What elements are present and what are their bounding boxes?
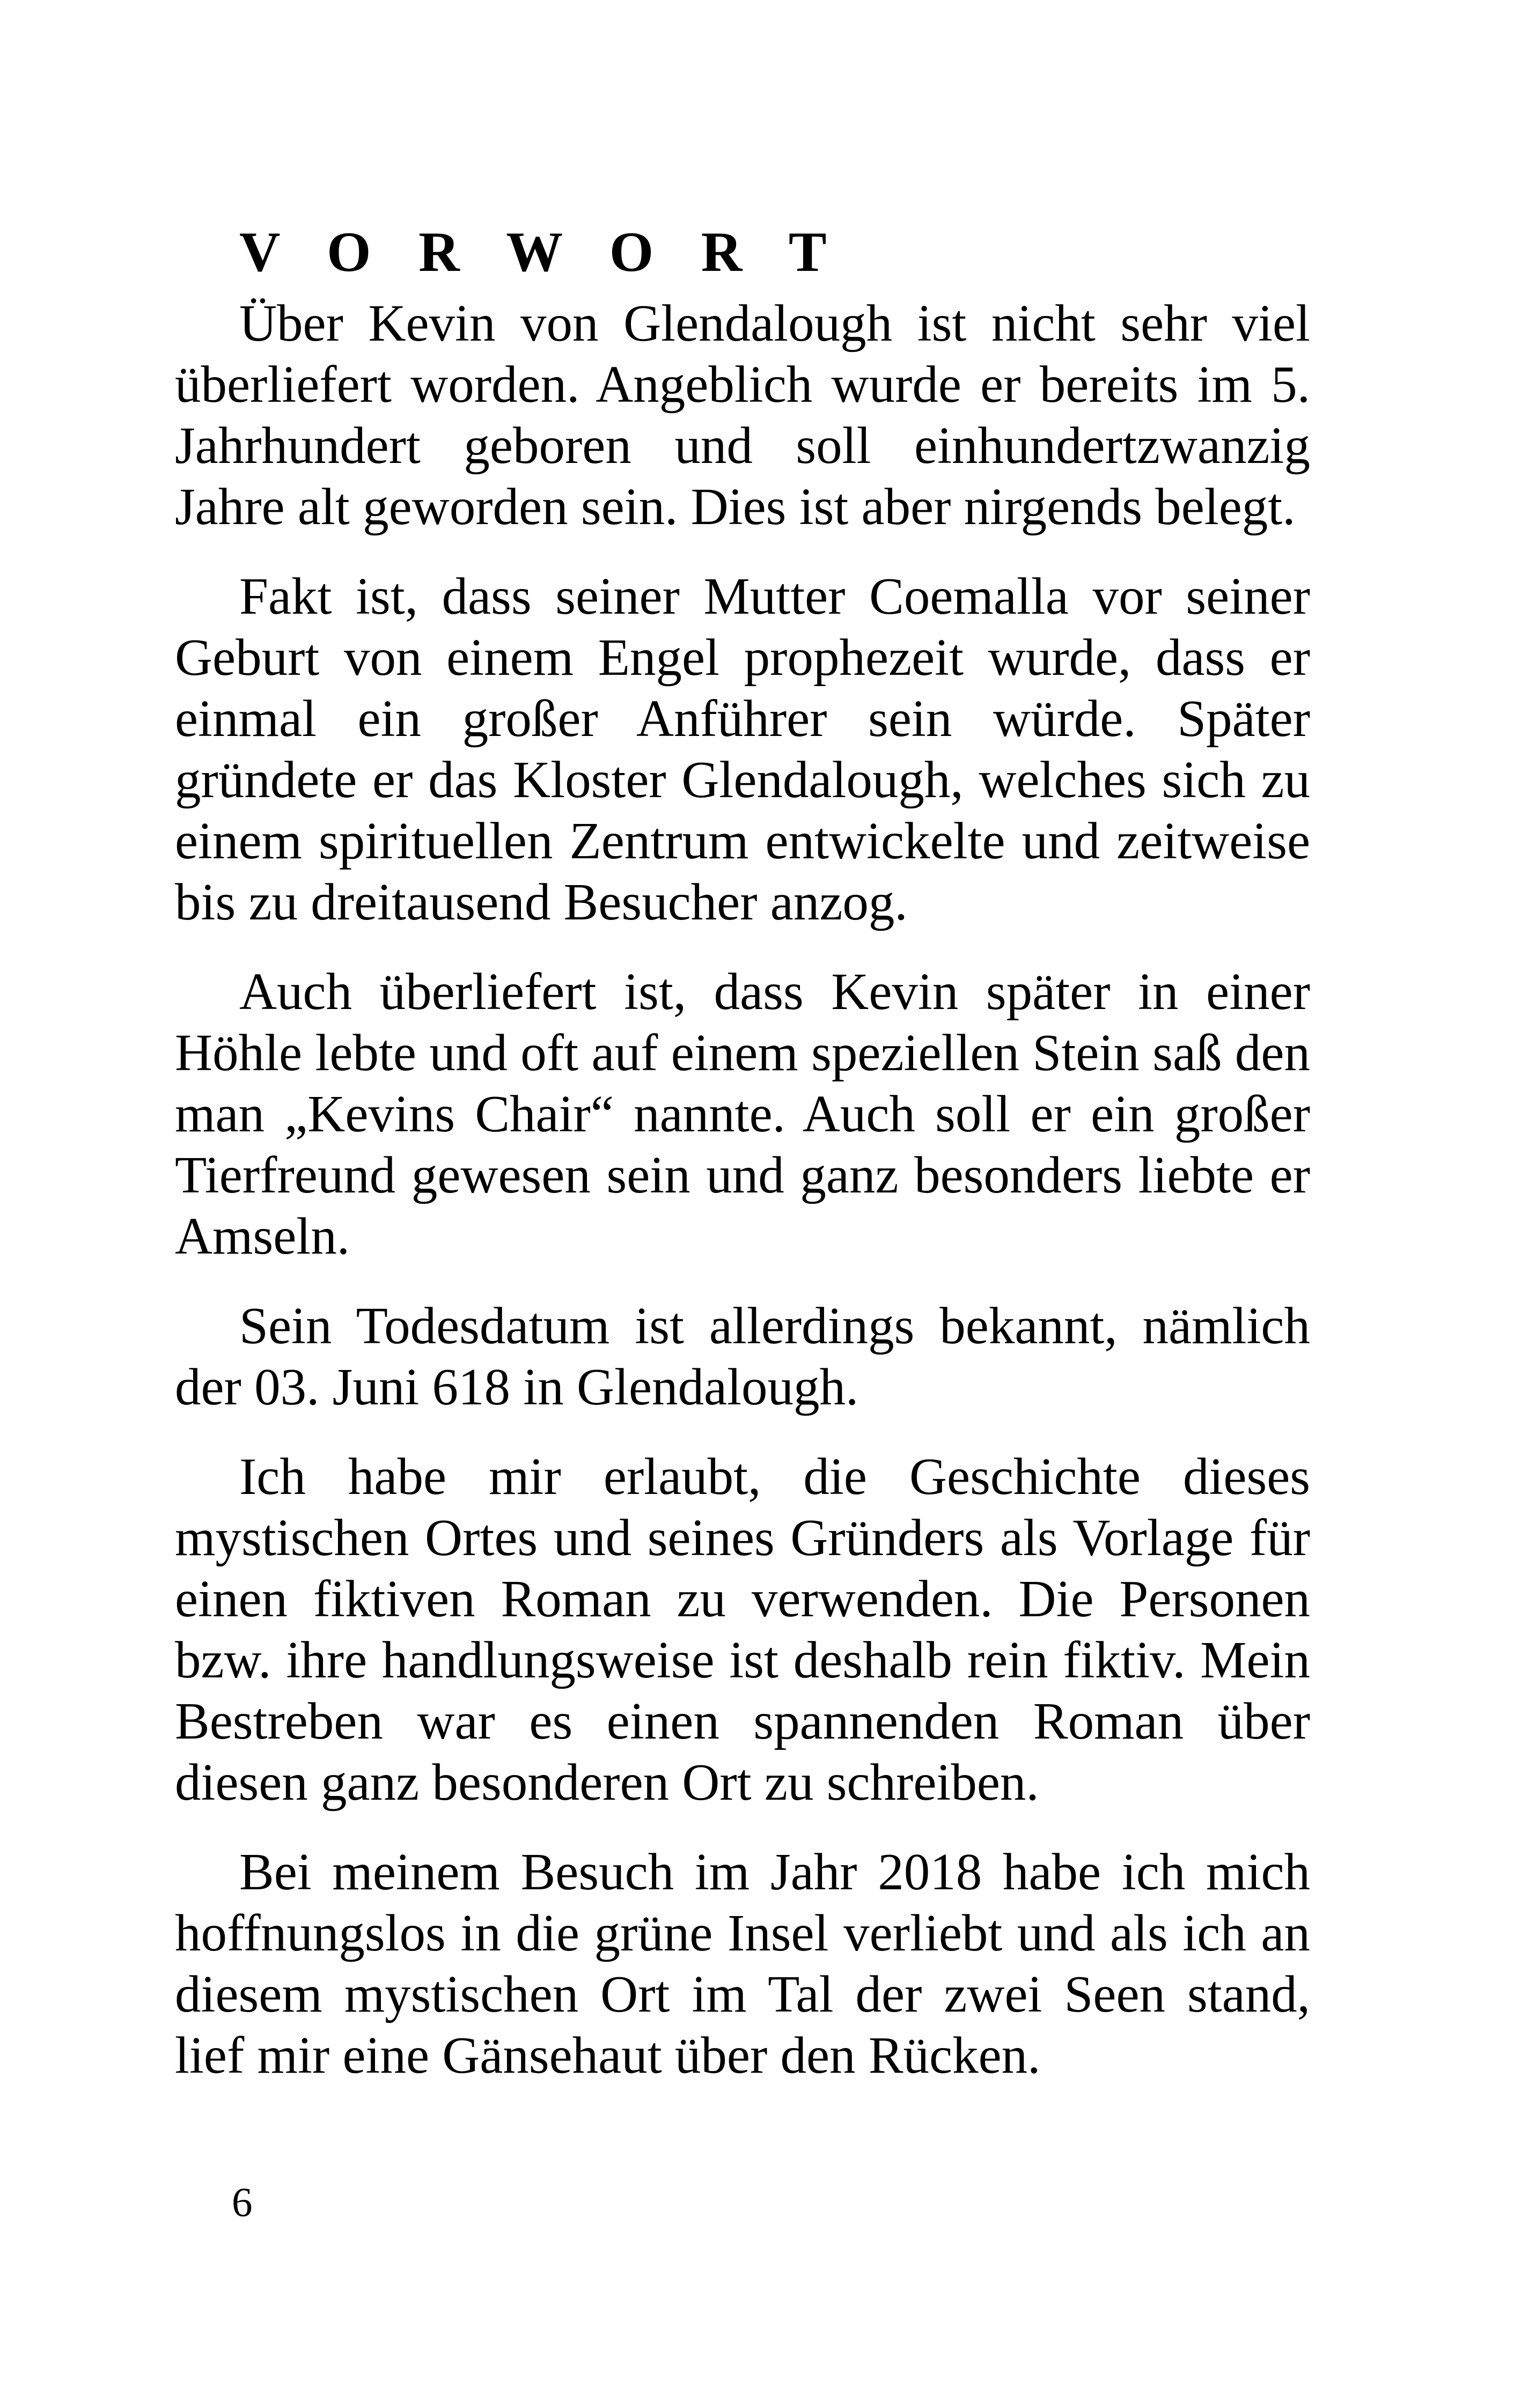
- chapter-heading: V O R W O R T: [239, 220, 843, 283]
- paragraph-4: Sein Todesdatum ist allerdings bekannt, nämlich der 03. Juni 618 in Glendalough.: [175, 1297, 1310, 1416]
- page-content: [175, 215, 1310, 2115]
- paragraph-6: Bei meinem Besuch im Jahr 2018 habe ich mich hoffnungslos in die grüne Insel verliebt und als ich an diesem mystischen Ort im Tal der zwei Seen stand, lief mir eine Gänsehaut über den Rücken.: [175, 1843, 1310, 2084]
- paragraph-3: Auch überliefert ist, dass Kevin später in einer Höhle lebte und oft auf einem speziellen Stein saß den man „Kevins Chair“ nannte. Auch soll er ein großer Tierfreund gewesen sein und ganz besonders liebte er Amseln.: [175, 963, 1310, 1265]
- paragraph-2: Fakt ist, dass seiner Mutter Coemalla vor seiner Geburt von einem Engel prophezeit wurde, dass er einmal ein großer Anführer sein würde. Später gründete er das Kloster Glendalough, welches sich zu einem spirituellen Zentrum entwickelte und zeitweise bis zu dreitausend Besucher anzog.: [175, 568, 1310, 931]
- page-number: 6: [232, 2179, 253, 2225]
- paragraph-1: Über Kevin von Glendalough ist nicht sehr viel überliefert worden. Angeblich wurde er bereits im 5. Jahrhundert geboren und soll einhundertzwanzig Jahre alt geworden sein. Dies ist aber nirgends belegt.: [175, 294, 1310, 535]
- paragraph-5: Ich habe mir erlaubt, die Geschichte dieses mystischen Ortes und seines Gründers als Vorlage für einen fiktiven Roman zu verwenden. Die Personen bzw. ihre handlungsweise ist deshalb rein fiktiv. Mein Bestreben war es einen spannenden Roman über diesen ganz besonderen Ort zu schreiben.: [175, 1448, 1310, 1811]
